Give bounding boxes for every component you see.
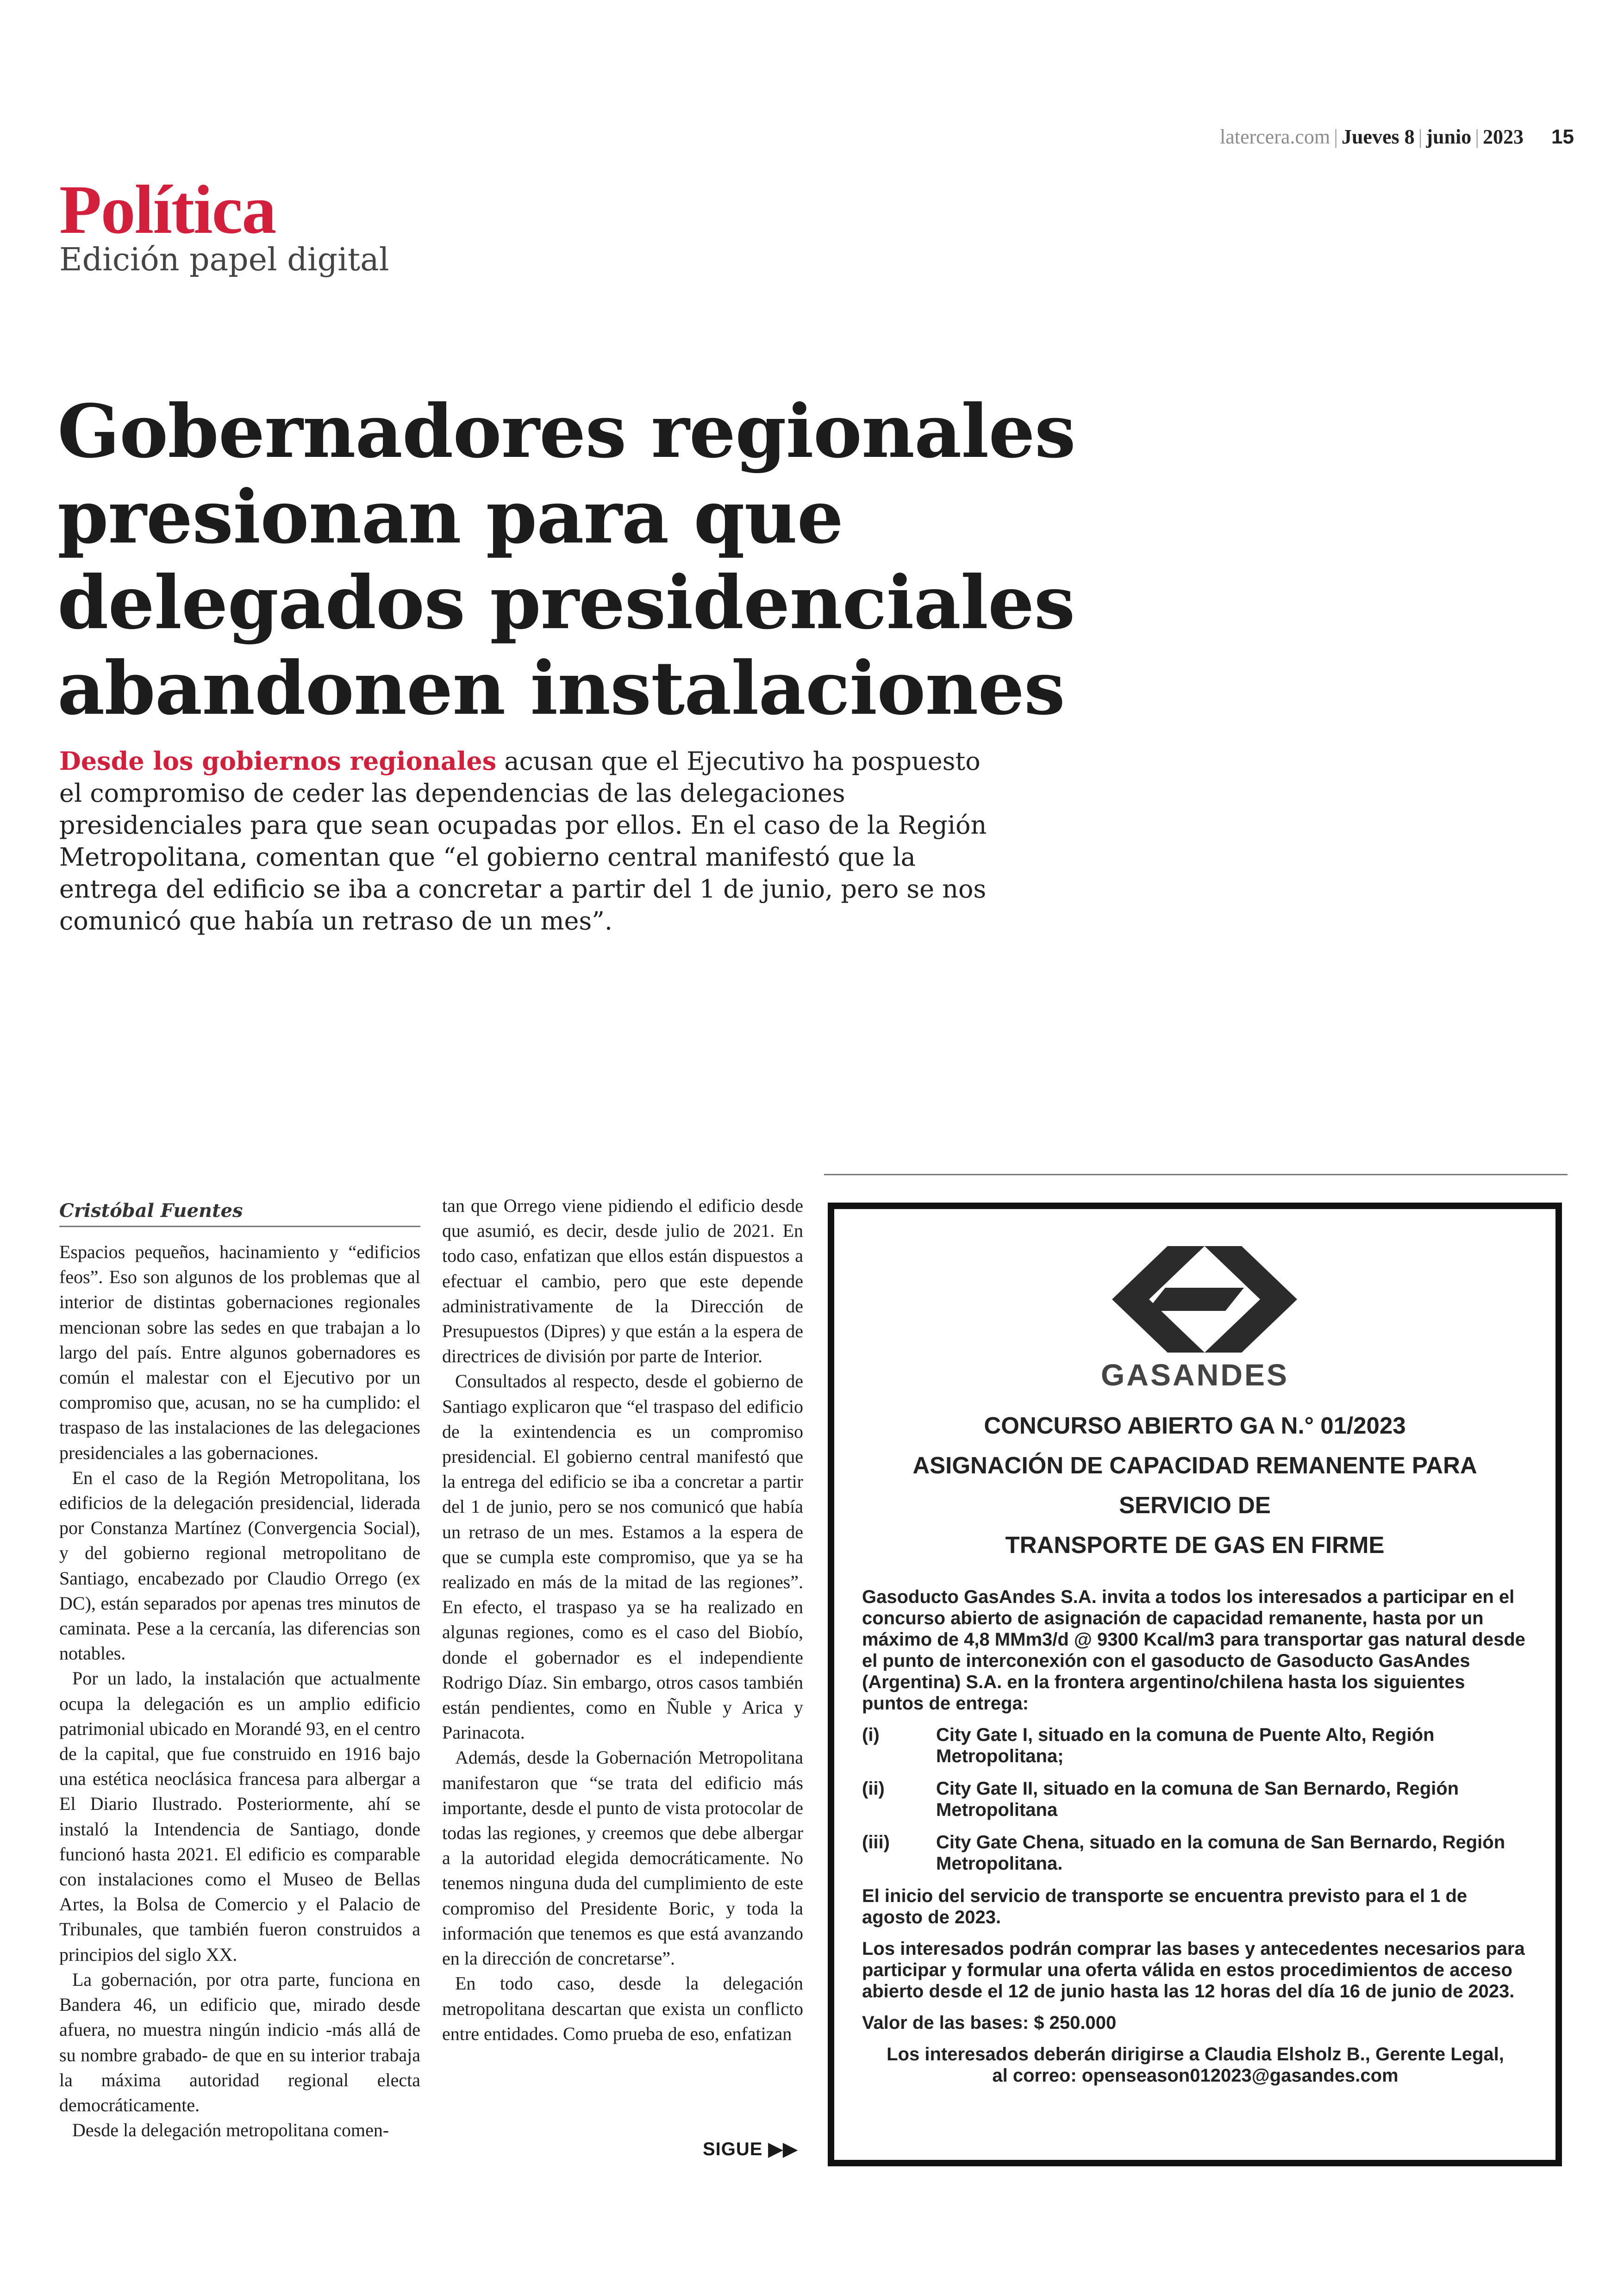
article-column-2: [442, 1193, 803, 2046]
list-item: [862, 1724, 1529, 1767]
byline: Cristóbal Fuentes: [59, 1200, 243, 1222]
ad-title: SERVICIO DE: [1119, 1492, 1271, 1518]
list-item: [862, 1832, 1529, 1874]
ad-title: CONCURSO ABIERTO GA N.° 01/2023: [984, 1412, 1406, 1439]
paragraph: tan que Orrego viene pidiendo el edificio desde que asumió, es decir, desde julio de 2021. En todo caso, enfatizan que ellos están dispuestos a efectuar el cambio, pero que este depende administrativamente de la Dirección de Presupuestos (Dipres) y que están a la espera de directrices de división por parte de Interior.: [442, 1195, 803, 1367]
paragraph: En el caso de la Región Metropolitana, los edificios de la delegación presidencial, liderada por Constanza Martínez (Convergencia Social), y del gobierno regional metropolitano de Santiago, encabezado por Claudio Orrego (ex DC), están separados por apenas tres minutos de caminata. Pese a la cercanía, las diferencias son notables.: [59, 1467, 420, 1664]
continue-marker: SIGUE ▶▶: [703, 2139, 798, 2159]
site-name: latercera.com: [1219, 125, 1330, 148]
point-number: (ii): [862, 1778, 885, 1799]
point-number: (iii): [862, 1832, 890, 1852]
ad-contact: [862, 2044, 1529, 2086]
ad-titles: [834, 1406, 1555, 1565]
section-title: Política: [59, 171, 276, 248]
ad-price: Valor de las bases: $ 250.000: [862, 2013, 1117, 2033]
lead-highlight: Desde los gobiernos regionales: [59, 746, 497, 776]
header-separator: |: [1334, 125, 1338, 148]
ad-start-date: El inicio del servicio de transporte se encuentra previsto para el 1 de agosto de 2023.: [862, 1886, 1468, 1927]
point-number: (i): [862, 1725, 880, 1745]
header-separator: |: [1475, 125, 1480, 148]
divider-line: [824, 1174, 1568, 1175]
paragraph: Consultados al respecto, desde el gobierno de Santiago explicaron que “el traspaso del edificio de la exintendencia es un compromiso presidencial. El gobierno central manifestó que la entrega del edificio se iba a concretar a partir del 1 de junio, pero se nos comunicó que había un retraso de un mes. Estamos a la espera de que se cumpla este compromiso, que ya se ha realizado en más de la mitad de las regiones”. En efecto, el traspaso ya se ha realizado en algunas regiones, como es el caso del Biobío, donde el gobernador es el independiente Rodrigo Díaz. Sin embargo, otros casos también están pendientes, como en Ñuble y Arica y Parinacota.: [442, 1371, 803, 1743]
lead-text: acusan que el Ejecutivo ha pospuesto el compromiso de ceder las dependencias de las delegaciones presidenciales para que sean ocupadas por ellos. En el caso de la Región Metropolitana, comentan que “el gobierno central manifestó que la entrega del edificio se iba a concretar a partir del 1 de junio, pero se nos comunicó que había un retraso de un mes”.: [59, 747, 987, 935]
paragraph: En todo caso, desde la delegación metropolitana descartan que exista un conflicto entre entidades. Como prueba de eso, enfatizan: [442, 1973, 803, 2044]
page-number: 15: [1551, 125, 1574, 148]
article-headline: Gobernadores regionales presionan para que delegados presidenciales abandonen instalaciones: [57, 389, 1075, 731]
header-month: junio: [1426, 125, 1472, 148]
contact-email: al correo: openseason012023@gasandes.com: [992, 2065, 1399, 2086]
paragraph: Desde la delegación metropolitana comen-: [72, 2120, 389, 2141]
paragraph: La gobernación, por otra parte, funciona en Bandera 46, un edificio que, mirado desde afuera, no muestra ningún indicio -más allá de su nombre grabado- de que en su interior trabaja la máxima autoridad regional electa democráticamente.: [59, 1969, 420, 2115]
ad-purchase-info: Los interesados podrán comprar las bases y antecedentes necesarios para participar y formular una oferta válida en estos procedimientos de acceso abierto desde el 12 de junio hasta las 12 horas del día 16 de junio de 2023.: [862, 1939, 1525, 2002]
contact-line: Los interesados deberán dirigirse a Claudia Elsholz B., Gerente Legal,: [887, 2044, 1504, 2064]
paragraph: Espacios pequeños, hacinamiento y “edificios feos”. Eso son algunos de los problemas que al interior de distintas gobernaciones regionales mencionan sobre las sedes en que trabajan a lo largo del país. Entre algunos gobernadores es común el malestar con el Ejecutivo por un compromiso que, acusan, no se ha cumplido: el traspaso de las instalaciones de las delegaciones presidenciales a las gobernaciones.: [59, 1241, 420, 1463]
header-year: 2023: [1483, 125, 1524, 148]
ad-body: [862, 1586, 1529, 2086]
paragraph: Por un lado, la instalación que actualmente ocupa la delegación es un amplio edificio patrimonial ubicado en Morandé 93, en el centro de la capital, que fue construido en 1916 bajo una estética neoclásica francesa para albergar a El Diario Ilustrado. Posteriormente, ahí se instaló la Intendencia de Santiago, donde funcionó hasta 2021. El edificio es comparable con instalaciones como el Museo de Bellas Artes, la Bolsa de Comercio y el Palacio de Tribunales, que también fueron construidos a principios del siglo XX.: [59, 1668, 420, 1965]
header-separator: |: [1418, 125, 1423, 148]
ad-title: TRANSPORTE DE GAS EN FIRME: [1005, 1532, 1385, 1558]
edition-label: Edición papel digital: [59, 242, 389, 278]
gasandes-advertisement: [828, 1203, 1562, 2166]
article-lead: [59, 745, 1004, 937]
ad-intro: Gasoducto GasAndes S.A. invita a todos los interesados a participar en el concurso abierto de asignación de capacidad remanente, hasta por un máximo de 4,8 MMm3/d @ 9300 Kcal/m3 para transportar gas natural desde el punto de interconexión con el gasoducto de Gasoducto GasAndes (Argentina) S.A. en la frontera argentino/chilena hasta los siguientes puntos de entrega:: [862, 1587, 1525, 1714]
divider-line: [59, 1226, 420, 1227]
ad-title: ASIGNACIÓN DE CAPACIDAD REMANENTE PARA: [912, 1452, 1477, 1478]
list-item: [862, 1778, 1529, 1821]
brand-name: GASANDES: [1100, 1358, 1289, 1392]
header-day: Jueves 8: [1341, 125, 1415, 148]
point-text: City Gate Chena, situado en la comuna de San Bernardo, Región Metropolitana.: [936, 1832, 1505, 1874]
point-text: City Gate II, situado en la comuna de San Bernardo, Región Metropolitana: [936, 1778, 1459, 1820]
point-text: City Gate I, situado en la comuna de Puente Alto, Región Metropolitana;: [936, 1725, 1435, 1766]
delivery-points: [862, 1724, 1529, 1874]
paragraph: Además, desde la Gobernación Metropolitana manifestaron que “se trata del edificio más importante, desde el punto de vista protocolar de todas las regiones, y creemos que debe albergar a la autoridad elegida democráticamente. No tenemos ninguna duda del cumplimiento de este compromiso del Presidente Boric, y toda la información que tenemos es que está avanzando en la dirección de concretarse”.: [442, 1747, 803, 1969]
article-column-1: [59, 1240, 420, 2143]
gasandes-logo-icon: [1112, 1246, 1297, 1353]
page-header: [1220, 125, 1574, 149]
